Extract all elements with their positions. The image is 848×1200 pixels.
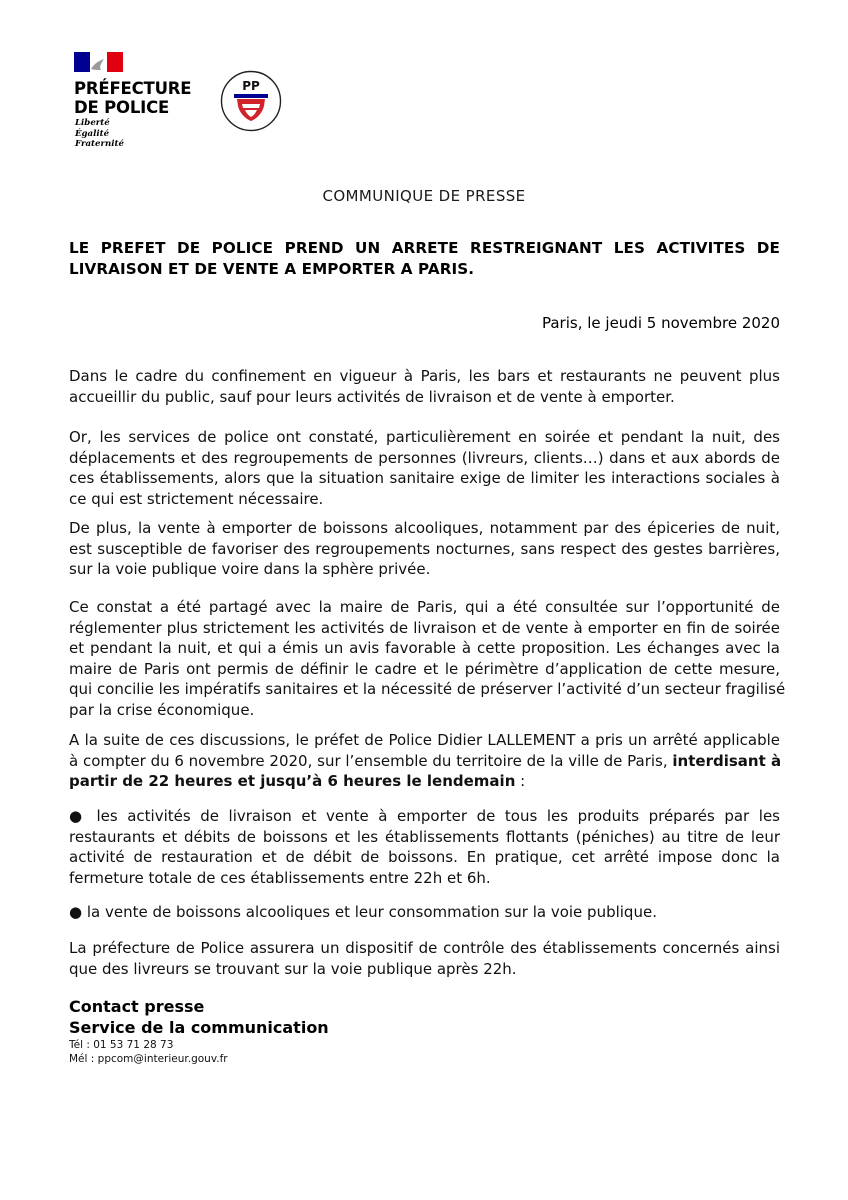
paragraph-line: qui concilie les impératifs sanitaires et la nécessité de préserver l’activité d’un secteur fragilisé: [69, 680, 786, 698]
paragraph-line: par la crise économique.: [69, 700, 255, 719]
paragraph-decree: [69, 730, 780, 792]
prefecture-name: [74, 79, 204, 117]
paragraph-line: Ce constat a été partagé avec la maire de Paris, qui a été consultée sur l’opportunité de: [69, 598, 780, 616]
paragraph-line: Or, les services de police ont constaté, particulièrement en soirée et pendant la nuit, des: [69, 428, 780, 446]
motto-egalite: Égalité: [75, 128, 110, 139]
decree-text: :: [515, 772, 526, 790]
paragraph-line: De plus, la vente à emporter de boissons alcooliques, notamment par des épiceries de nuit,: [69, 519, 780, 537]
prefecture-police-emblem-icon: [220, 70, 282, 132]
paragraph-consultation: [69, 597, 786, 720]
headline-line1: LE PREFET DE POLICE PREND UN ARRETE RESTREIGNANT LES ACTIVITES DE: [69, 239, 780, 257]
paragraph-line: [69, 771, 780, 792]
paragraph-controls: [69, 938, 780, 979]
motto-fraternite: Fraternité: [75, 139, 124, 149]
emblem-letters: PP: [242, 79, 260, 93]
contact-phone: Tél : 01 53 71 28 73: [69, 1039, 174, 1051]
republic-motto: [75, 118, 124, 150]
bullet-line: restaurants et débits de boissons et les établissements flottants (péniches) au titre de leur: [69, 827, 780, 846]
paragraph-line: accueillir du public, sauf pour leurs activités de livraison et de vente à emporter.: [69, 387, 675, 406]
press-contact: [69, 996, 469, 1066]
paragraph-line: [69, 751, 780, 772]
headline-line2: LIVRAISON ET DE VENTE A EMPORTER A PARIS.: [69, 260, 475, 278]
paragraph-line: sur la voie publique voire dans la sphère privée.: [69, 560, 431, 578]
paragraph-line: La préfecture de Police assurera un dispositif de contrôle des établissements concernés ainsi: [69, 939, 780, 957]
bullet-line: activité de restauration et de débit de boissons. En pratique, cet arrêté impose donc la: [69, 848, 780, 866]
decree-emphasis: interdisant à: [672, 751, 782, 770]
paragraph-line: maire de Paris ont permis de définir le cadre et le périmètre d’application de cette mesure,: [69, 659, 780, 678]
headline: [69, 238, 780, 280]
paragraph-line: déplacements et des regroupements de personnes (livreurs, clients…) dans et aux abords de: [69, 448, 780, 467]
decree-text: à compter du 6 novembre 2020, sur l’ensemble du territoire de la ville de Paris,: [69, 751, 673, 770]
contact-service: Service de la communication: [69, 1018, 329, 1037]
contact-title: Contact presse: [69, 997, 205, 1016]
bullet-delivery: [69, 806, 780, 888]
paragraph-alcohol: [69, 518, 780, 580]
bullet-line: ● la vente de boissons alcooliques et leur consommation sur la voie publique.: [69, 903, 657, 921]
paragraph-findings: [69, 427, 780, 509]
paragraph-line: est susceptible de favoriser des regroupements nocturnes, sans respect des gestes barrières,: [69, 539, 780, 558]
bullet-alcohol-sale: [69, 902, 780, 923]
paragraph-line: ces établissements, alors que la situation sanitaire exige de limiter les interactions sociales à: [69, 469, 780, 487]
bullet-line: ● les activités de livraison et vente à emporter de tous les produits préparés par les: [69, 807, 780, 825]
paragraph-line: que des livreurs se trouvant sur la voie publique après 22h.: [69, 959, 517, 978]
paragraph-line: Dans le cadre du confinement en vigueur à Paris, les bars et restaurants ne peuvent plus: [69, 367, 780, 385]
prefecture-line2: DE POLICE: [74, 98, 170, 117]
paragraph-context: [69, 366, 780, 407]
prefecture-line1: PRÉFECTURE: [74, 79, 192, 98]
paragraph-line: ce qui est strictement nécessaire.: [69, 489, 324, 508]
contact-email: Mél : ppcom@interieur.gouv.fr: [69, 1053, 228, 1065]
paragraph-line: A la suite de ces discussions, le préfet de Police Didier LALLEMENT a pris un arrêté applicable: [69, 731, 780, 749]
paragraph-line: réglementer plus strictement les activités de livraison et de vente à emporter en fin de soirée: [69, 618, 780, 637]
motto-liberte: Liberté: [75, 118, 110, 128]
press-release-label: COMMUNIQUE DE PRESSE: [322, 187, 526, 205]
paragraph-line: et pendant la nuit, et qui a émis un avis favorable à cette proposition. Les échanges avec la: [69, 639, 780, 657]
header-logos: [0, 0, 848, 160]
decree-emphasis: partir de 22 heures et jusqu’à 6 heures le lendemain: [69, 772, 516, 790]
marianne-flag-icon: [74, 52, 123, 72]
date-line: Paris, le jeudi 5 novembre 2020: [541, 314, 780, 332]
bullet-line: fermeture totale de ces établissements entre 22h et 6h.: [69, 868, 491, 887]
